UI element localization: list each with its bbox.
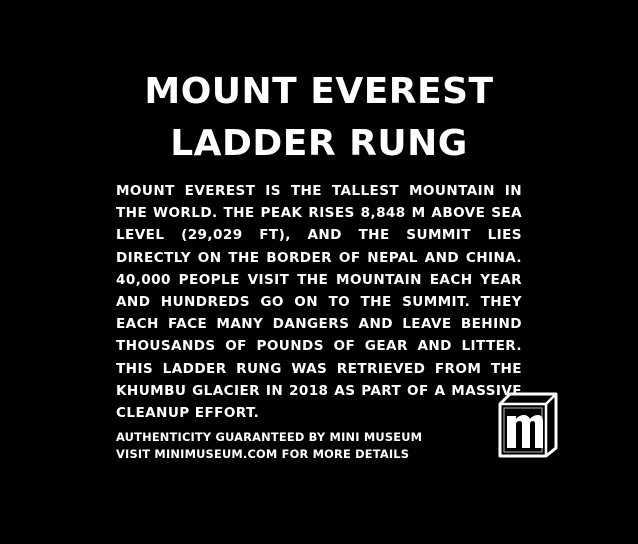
page-title: [0, 66, 638, 170]
title-line-1: MOUNT EVEREST: [144, 71, 494, 112]
mini-museum-cube-m-icon: [496, 390, 558, 458]
description-paragraph: MOUNT EVEREST IS THE TALLEST MOUNTAIN IN THE WORLD. THE PEAK RISES 8,848 M ABOVE SEA LEVEL (29,029 FT), AND THE SUMMIT LIES DIRECTLY ON THE BORDER OF NEPAL AND CHINA. 40,000 PEOPLE VISIT THE MOUNTAIN EACH YEAR AND HUNDREDS GO ON TO THE SUMMIT. THEY EACH FACE MANY DANGERS AND LEAVE BEHIND THOUSANDS OF POUNDS OF GEAR AND LITTER. THIS LADDER RUNG WAS RETRIEVED FROM THE KHUMBU GLACIER IN 2018 AS PART OF A MASSIVE CLEANUP EFFORT.: [116, 183, 522, 422]
footer-line-website: VISIT MINIMUSEUM.COM FOR MORE DETAILS: [116, 447, 410, 461]
footer-line-authenticity: AUTHENTICITY GUARANTEED BY MINI MUSEUM: [116, 430, 423, 444]
footer-note: [116, 429, 496, 463]
title-line-2: LADDER RUNG: [170, 123, 468, 164]
